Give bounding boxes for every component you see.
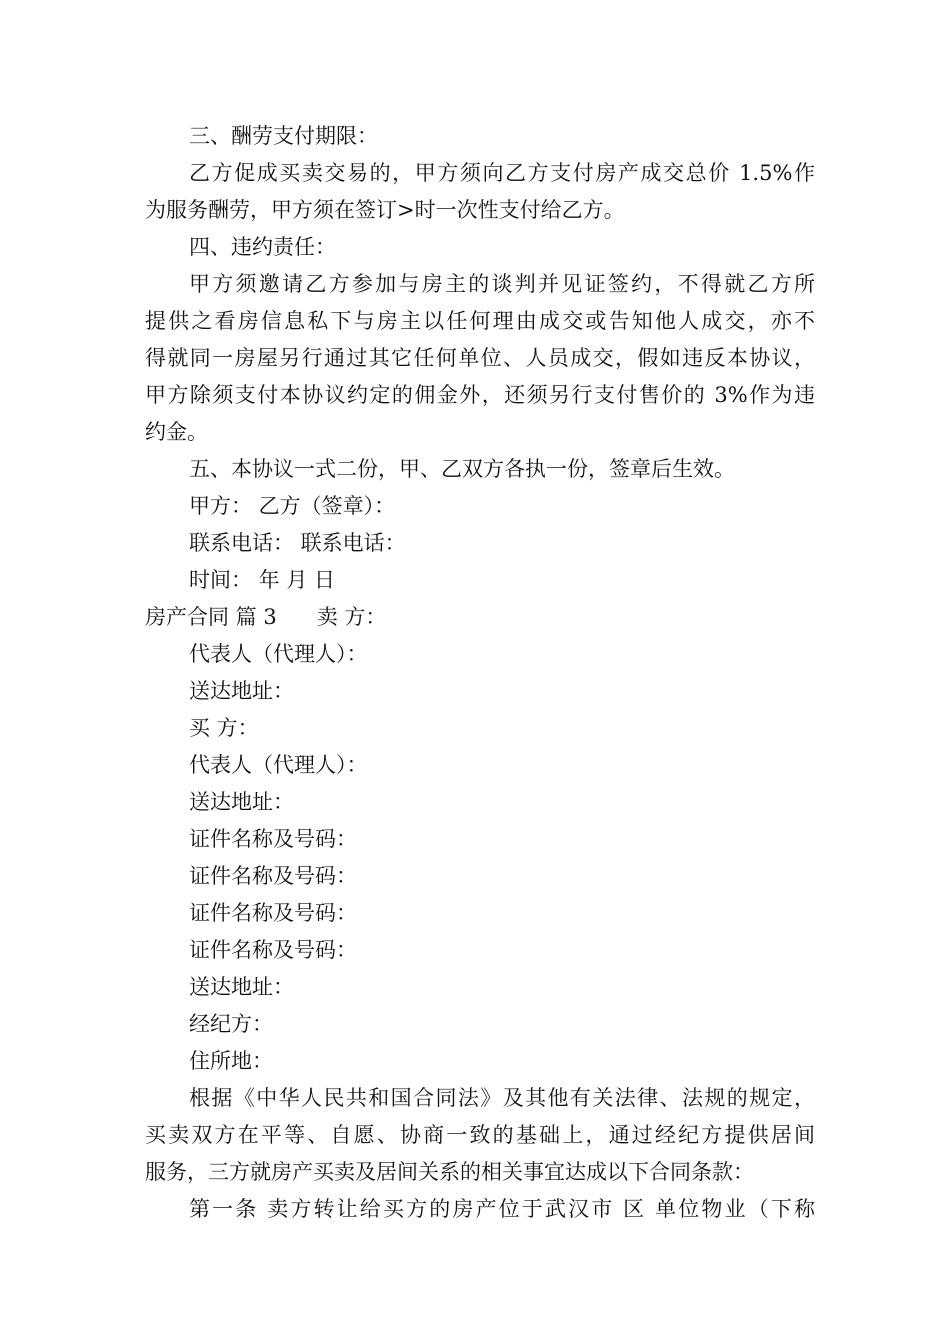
field-label: 住所地： xyxy=(189,1049,273,1073)
field-label: 证件名称及号码： xyxy=(189,864,357,888)
field-label: 证件名称及号码： xyxy=(189,901,357,925)
field-label: 证件名称及号码： xyxy=(189,827,357,851)
paragraph-line: 甲方除须支付本协议约定的佣金外，还须另行支付售价的 3%作为违 xyxy=(145,383,815,407)
paragraph-line: 为服务酬劳，甲方须在签订>时一次性支付给乙方。 xyxy=(145,198,625,222)
paragraph-line: 乙方促成买卖交易的，甲方须向乙方支付房产成交总价 1.5%作 xyxy=(189,161,815,185)
signature-line-date: 时间： 年 月 日 xyxy=(189,568,336,592)
broker-label: 经纪方： xyxy=(189,1012,273,1036)
paragraph-line: 约金。 xyxy=(145,420,208,444)
article-one-line: 第一条 卖方转让给买方的房产位于武汉市 区 单位物业（下称 xyxy=(189,1197,815,1221)
field-label: 代表人（代理人）： xyxy=(189,753,368,777)
paragraph-line: 得就同一房屋另行通过其它任何单位、人员成交，假如违反本协议， xyxy=(145,346,815,370)
section-heading-copies: 五、本协议一式二份，甲、乙双方各执一份，签章后生效。 xyxy=(189,457,735,481)
document-body xyxy=(145,118,815,1228)
contract-section-title xyxy=(145,599,815,636)
paragraph-line: 买卖双方在平等、自愿、协商一致的基础上，通过经纪方提供居间 xyxy=(145,1123,815,1147)
section-heading-liability: 四、违约责任： xyxy=(189,235,336,259)
paragraph-line: 根据《中华人民共和国合同法》及其他有关法律、法规的规定， xyxy=(189,1086,815,1110)
contract-title-text: 房产合同 篇 3 xyxy=(145,605,277,629)
field-label: 证件名称及号码： xyxy=(189,938,357,962)
buyer-label: 买 方： xyxy=(189,716,259,740)
signature-line-parties: 甲方： 乙方（签章）： xyxy=(189,494,396,518)
paragraph-line: 甲方须邀请乙方参加与房主的谈判并见证签约，不得就乙方所 xyxy=(189,272,815,296)
seller-label: 卖 方： xyxy=(316,605,387,629)
signature-line-phone: 联系电话： 联系电话： xyxy=(189,531,406,555)
section-heading-payment-term: 三、酬劳支付期限： xyxy=(189,124,378,148)
field-label: 代表人（代理人）： xyxy=(189,642,368,666)
paragraph-line: 提供之看房信息私下与房主以任何理由成交或告知他人成交，亦不 xyxy=(145,309,815,333)
paragraph-line: 服务，三方就房产买卖及居间关系的相关事宜达成以下合同条款： xyxy=(145,1160,754,1184)
field-label: 送达地址： xyxy=(189,679,294,703)
field-label: 送达地址： xyxy=(189,975,294,999)
field-label: 送达地址： xyxy=(189,790,294,814)
